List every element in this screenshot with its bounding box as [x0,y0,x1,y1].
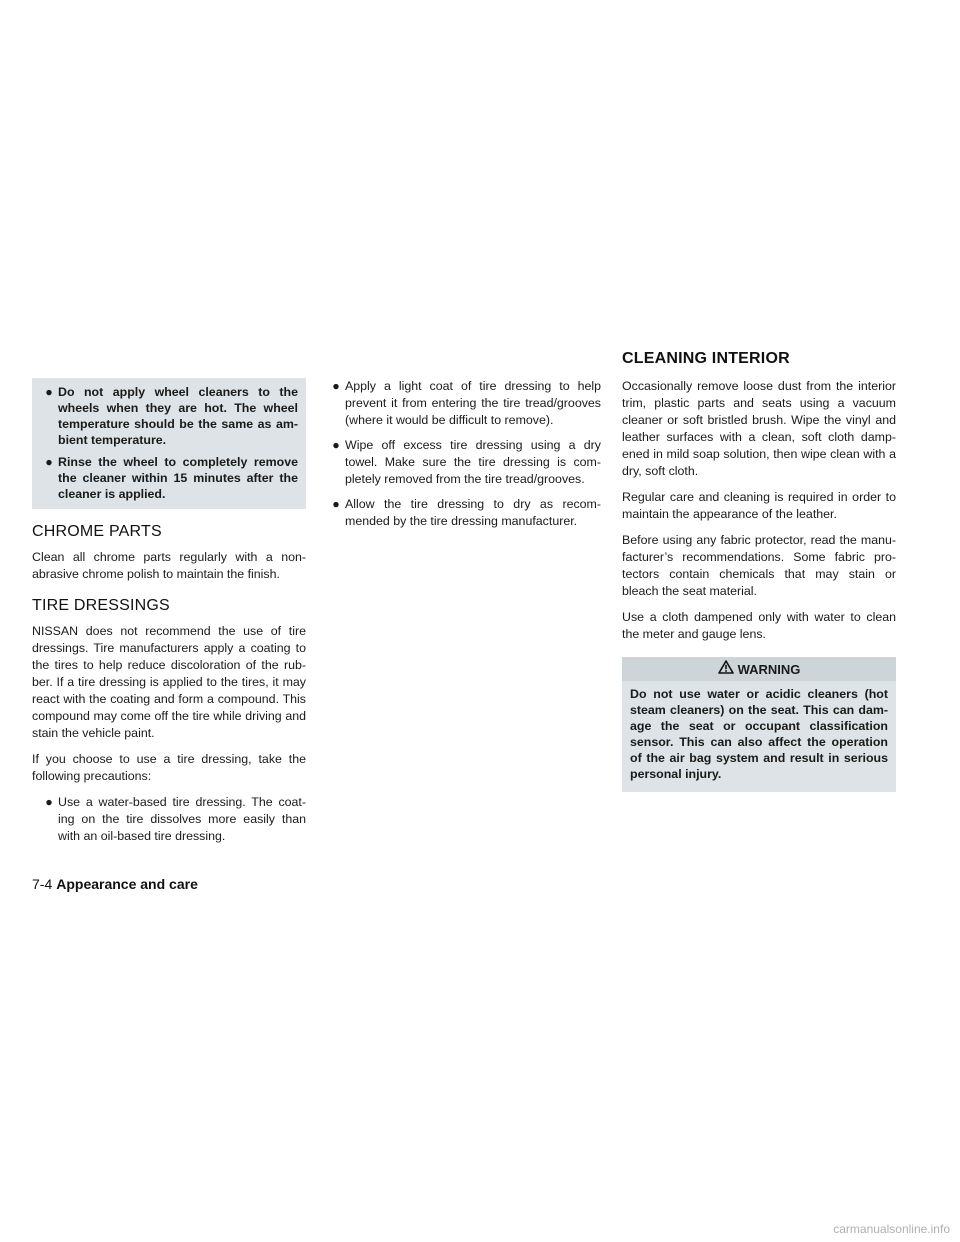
interior-paragraph-1: Occasionally remove loose dust from the interior trim, plastic parts and seats using a vacuum cleaner or soft bristled brush. Wipe the vinyl and leather surfaces with a clean, soft cloth damp-ened in mild soap solution, then wipe clean with a dry, soft cloth. [622,379,896,478]
watermark: carmanualsonline.info [833,1222,950,1236]
caution-bullet: ● Do not apply wheel cleaners to the wheels when they are hot. The wheel temperature should be the same as am-bient temperature. [40,384,298,448]
section-title: CLEANING INTERIOR [622,350,790,367]
tire-paragraph-2: If you choose to use a tire dressing, take the following precautions: [32,752,306,783]
tire-paragraph-1: NISSAN does not recommend the use of tire dressings. Tire manufacturers apply a coating to the tires to help reduce discoloration of the rub-ber. If a tire dressing is applied to the tires, it may react with the coating and form a compound. This compound may come off the tire while driving and stain the vehicle paint. [32,624,306,740]
bullet-icon: ● [45,385,53,399]
interior-paragraph-4: Use a cloth dampened only with water to clean the meter and gauge lens. [622,610,896,641]
page-number: 7-4 [32,876,53,892]
column-right [622,378,896,792]
column-middle [327,378,601,538]
bullet-icon: ● [332,497,340,511]
warning-header [622,657,896,681]
tire-bullet: ● Apply a light coat of tire dressing to help prevent it from entering the tire tread/grooves (where it would be difficult to remove). [327,378,601,429]
chrome-text: Clean all chrome parts regularly with a non-abrasive chrome polish to maintain the finish. [32,550,306,581]
caution-box [32,378,306,509]
bullet-icon: ● [45,795,53,809]
warning-box [622,657,896,792]
bullet-icon: ● [332,379,340,393]
warning-triangle-icon [718,660,734,678]
chapter-title: Appearance and care [56,876,198,892]
bullet-icon: ● [332,438,340,452]
caution-bullet: ● Rinse the wheel to completely remove the cleaner within 15 minutes after the cleaner is applied. [40,454,298,502]
tire-bullet: ● Allow the tire dressing to dry as recom-mended by the tire dressing manufacturer. [327,496,601,530]
bullet-icon: ● [45,455,53,469]
interior-paragraph-2: Regular care and cleaning is required in order to maintain the appearance of the leather. [622,490,896,521]
interior-paragraph-3: Before using any fabric protector, read the manu-facturer’s recommendations. Some fabric pro-tectors contain chemicals that may stain or bleach the seat material. [622,533,896,598]
tire-heading: TIRE DRESSINGS [32,597,170,614]
tire-bullet: ● Use a water-based tire dressing. The coat-ing on the tire dissolves more easily than with an oil-based tire dressing. [32,794,306,845]
tire-bullet: ● Wipe off excess tire dressing using a dry towel. Make sure the tire dressing is com-pletely removed from the tire tread/grooves. [327,437,601,488]
page-footer [32,876,198,892]
column-left [32,378,306,853]
warning-title: WARNING [737,661,801,677]
chrome-heading: CHROME PARTS [32,523,162,540]
warning-text: Do not use water or acidic cleaners (hot steam cleaners) on the seat. This can dam-age the seat or occupant classification sensor. This can also affect the operation of the air bag system and result in serious personal injury. [622,681,896,792]
